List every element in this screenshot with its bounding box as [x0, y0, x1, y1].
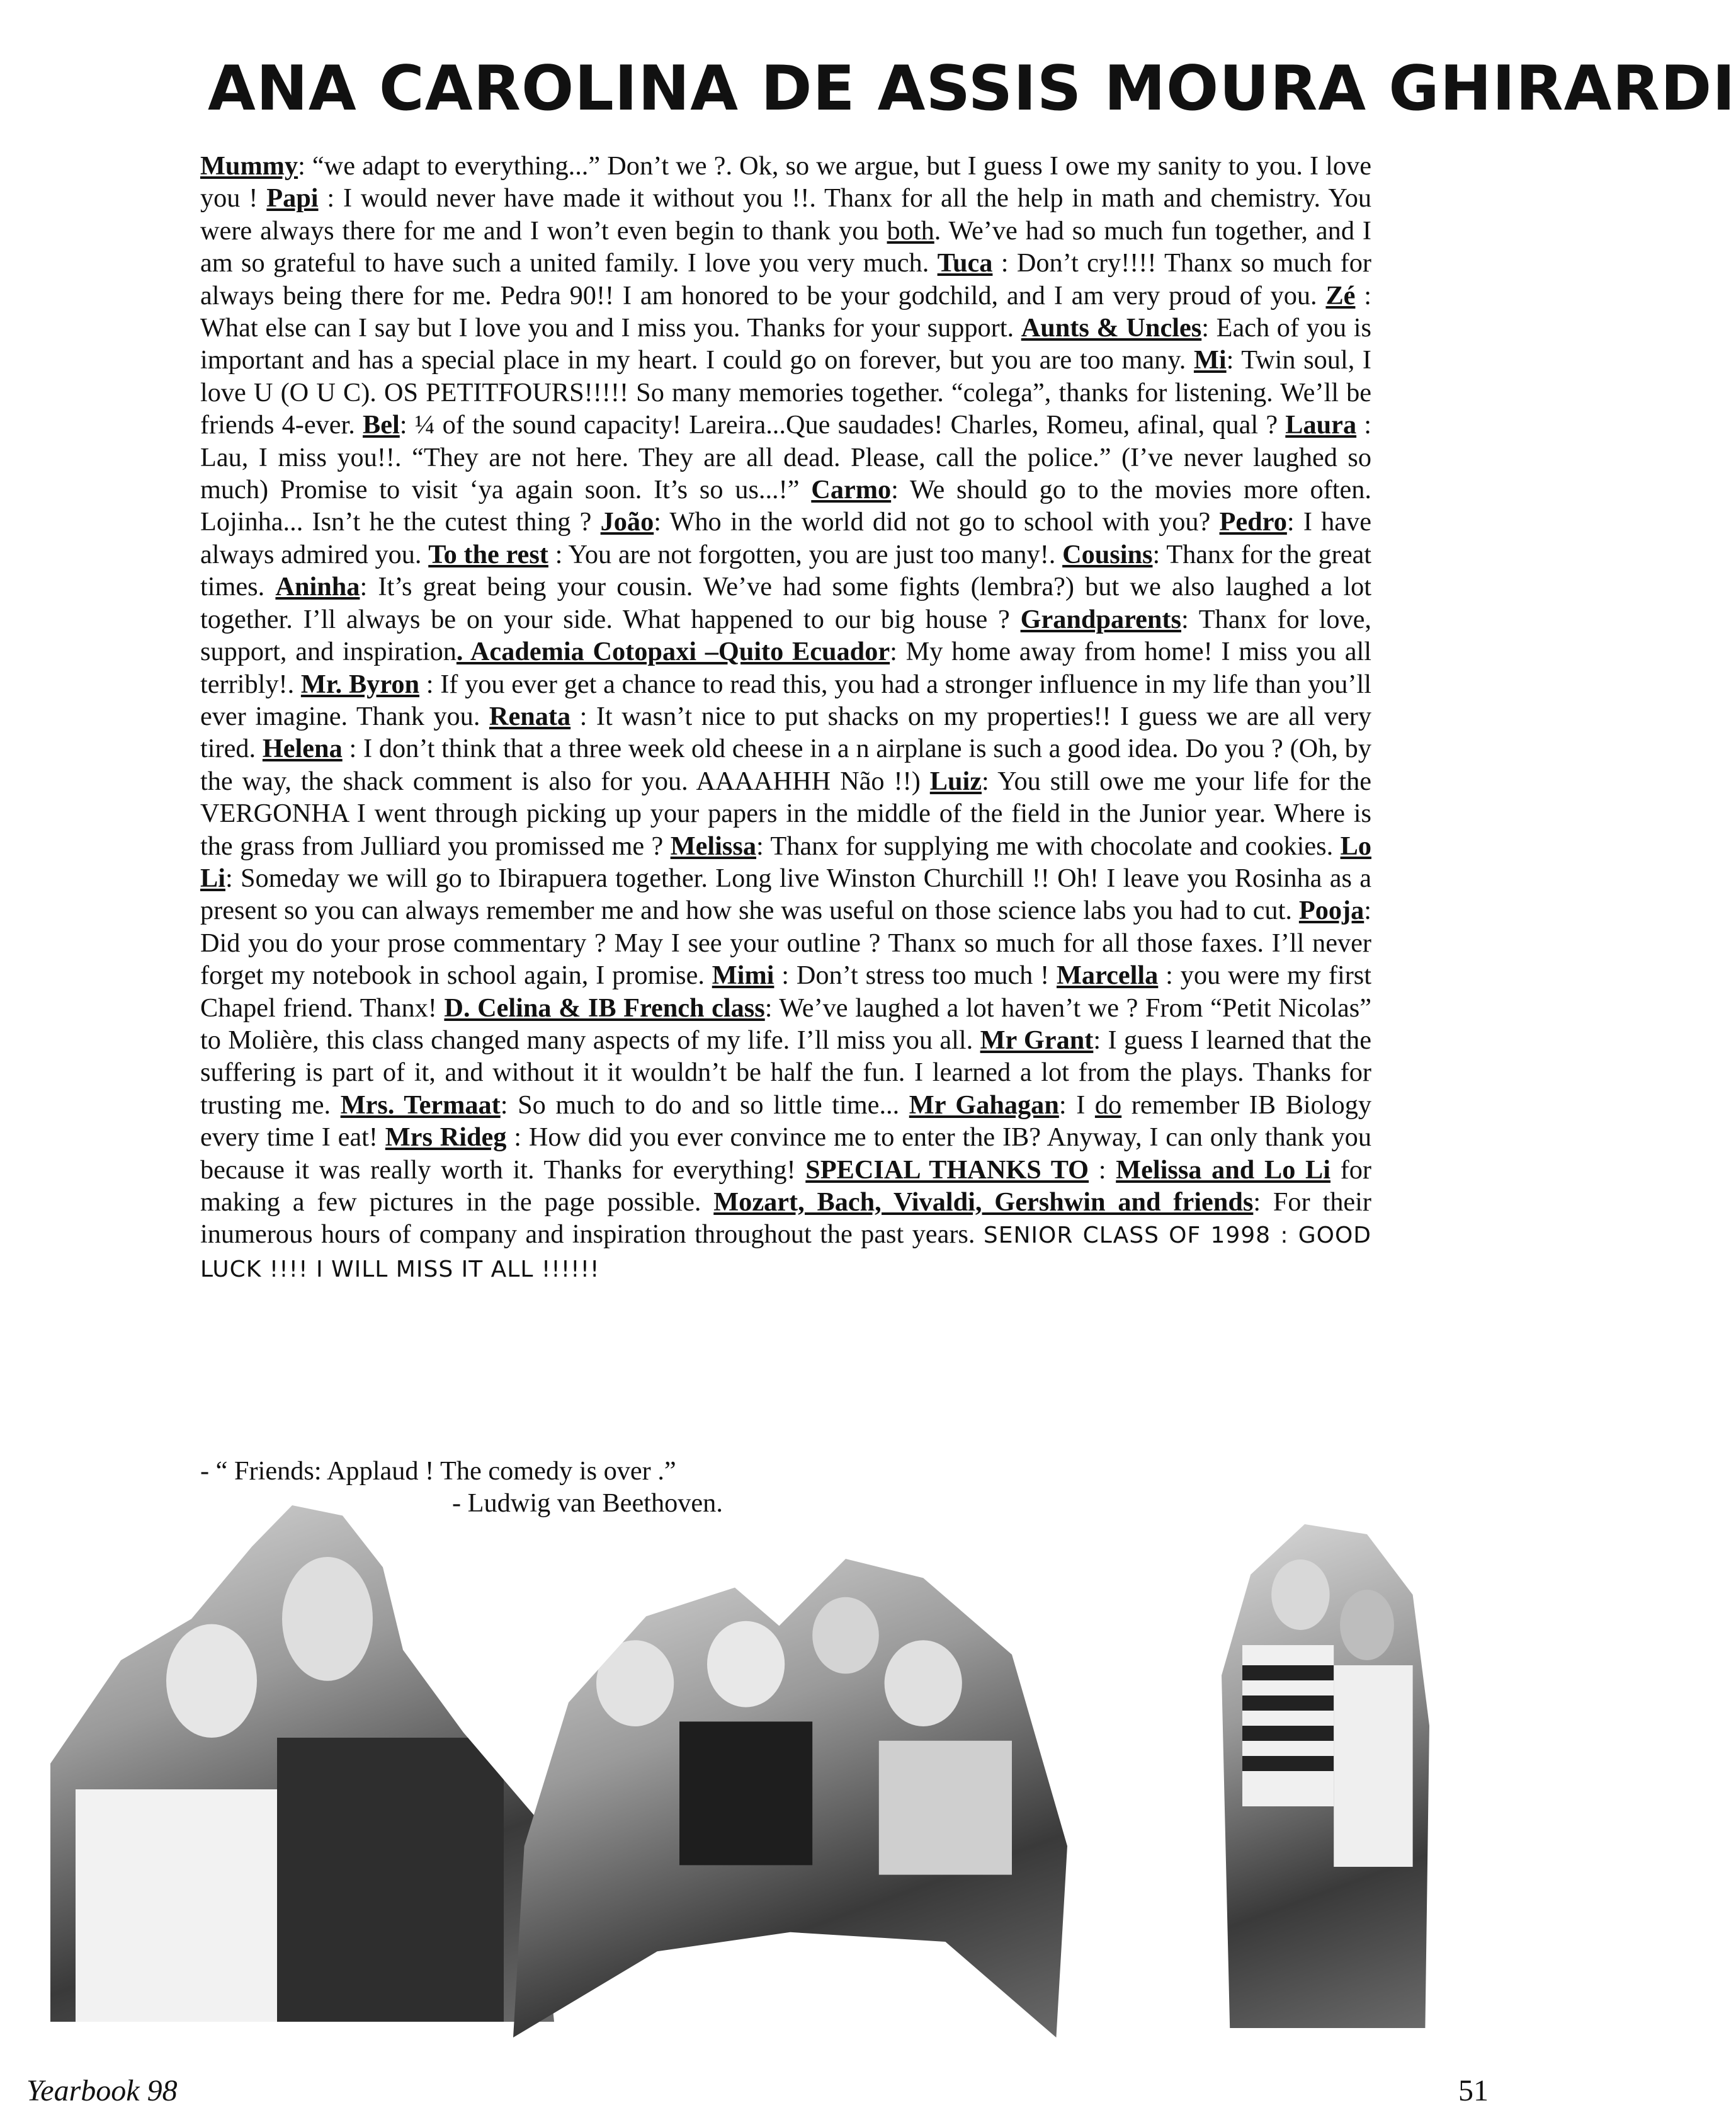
message-text: : Thanx for supplying me with chocolate and cookies.	[756, 831, 1341, 861]
recipient-name: Luiz	[929, 766, 982, 796]
message-text: : Did you do your prose commentary ? May I see your outline ? Thanx so much for all those faxes. I’ll never forget my notebook in school again, I promise.	[200, 896, 1371, 991]
quote-line: - “ Friends: Applaud ! The comedy is over .”	[200, 1456, 676, 1486]
recipient-name: Pooja	[1298, 896, 1364, 926]
message-text: : So much to do and so little time...	[500, 1090, 909, 1120]
closing-quote	[200, 1455, 1145, 1519]
recipient-name: Zé	[1325, 280, 1356, 311]
message-text: . We’ve had so much fun together, and I am so grateful to have such a united family. I love you very much.	[200, 215, 1371, 278]
message-text: : You are not forgotten, you are just too many!.	[548, 539, 1063, 569]
recipient-name: Mrs Rideg	[385, 1122, 507, 1153]
emphasis-text: do	[1094, 1090, 1122, 1120]
recipient-name: Bel	[363, 410, 400, 440]
message-text: : Lau, I miss you!!. “They are not here. They are all dead. Please, call the police.” (I’ve never laughed so much) Promise to visit ‘ya again soon. It’s so us...!”	[200, 410, 1372, 505]
recipient-name: Renata	[489, 701, 571, 731]
message-text: : I	[1058, 1090, 1095, 1120]
message-text: : I don’t think that a three week old cheese in a n airplane is such a good idea. Do you ? (Oh, by the way, the shack comment is also for you. AAAAHHH Não !!)	[200, 734, 1371, 796]
message-text: : Don’t cry!!!! Thanx so much for always being there for me. Pedra 90!! I am honored to be your godchild, and I am very proud of you.	[200, 248, 1371, 311]
message-text: : Who in the world did not go to school with you?	[654, 507, 1220, 537]
recipient-name: Grandparents	[1020, 604, 1181, 634]
recipient-name: Mrs. Termaat	[340, 1090, 501, 1120]
recipient-name: Aunts & Uncles	[1021, 313, 1202, 343]
recipient-name: João	[600, 507, 654, 537]
page-title: ANA CAROLINA DE ASSIS MOURA GHIRARDI	[208, 53, 1736, 125]
message-text: : Thanx for the great times.	[200, 539, 1371, 602]
message-text: : “we adapt to everything...” Don’t we ?. Ok, so we argue, but I guess I owe my sanity to you. I love you !	[200, 151, 1371, 214]
recipient-name: Melissa	[670, 831, 756, 861]
recipient-name: Marcella	[1057, 960, 1159, 991]
recipient-name: Melissa and Lo Li	[1116, 1154, 1330, 1185]
recipient-name: Cousins	[1062, 539, 1153, 569]
message-text: : you were my first Chapel friend. Thanx!	[200, 960, 1372, 1023]
recipient-name: Mummy	[200, 151, 298, 181]
photo-couple	[1222, 1524, 1429, 2028]
recipient-name: Mozart, Bach, Vivaldi, Gershwin and friends	[713, 1187, 1254, 1217]
recipient-name: Mr Grant	[980, 1025, 1094, 1055]
message-text: : I guess I learned that the suffering is part of it, and without it it wouldn’t be half the fun. I learned a lot from the plays. Thanks for trusting me.	[200, 1025, 1371, 1120]
message-text: : I have always admired you.	[200, 507, 1371, 569]
message-text: : For their inumerous hours of company and inspiration throughout the past years.	[200, 1187, 1372, 1250]
recipient-name: . Academia Cotopaxi –Quito Ecuador	[456, 637, 890, 667]
message-text: remember IB Biology every time I eat!	[200, 1090, 1372, 1153]
recipient-name: Mr. Byron	[300, 669, 420, 699]
message-text: : We should go to the movies more often. Lojinha... Isn’t he the cutest thing ?	[200, 475, 1371, 537]
message-text: :	[1089, 1154, 1116, 1185]
message-text: : I would never have made it without you !!. Thanx for all the help in math and chemistry. You were always there for me and I won’t even begin to thank you	[200, 183, 1371, 246]
message-text: : Don’t stress too much !	[774, 960, 1057, 991]
message-text: : If you ever get a chance to read this, you had a stronger influence in my life than you’ll ever imagine. Thank you.	[200, 669, 1371, 731]
recipient-name: Laura	[1285, 410, 1357, 440]
recipient-name: Pedro	[1219, 507, 1287, 537]
message-text: : It’s great being your cousin. We’ve had some fights (lembra?) but we also laughed a lot together. I’ll always be on your side. What happened to our big house ?	[200, 572, 1371, 634]
message-text: : Each of you is important and has a special place in my heart. I could go on forever, but you are too many.	[200, 313, 1371, 375]
message-text: : It wasn’t nice to put shacks on my properties!! I guess we are all very tired.	[200, 701, 1371, 764]
message-text: for making a few pictures in the page possible.	[200, 1154, 1371, 1217]
recipient-name: SPECIAL THANKS TO	[805, 1154, 1089, 1185]
message-text: : My home away from home! I miss you all terribly!.	[200, 637, 1371, 699]
recipient-name: Aninha	[275, 572, 360, 602]
footer-yearbook: Yearbook 98	[26, 2074, 178, 2107]
message-text: : You still owe me your life for the VERGONHA I went through picking up your papers in the middle of the field in the Junior year. Where is the grass from Julliard you promissed me ?	[200, 766, 1371, 861]
quote-attribution: - Ludwig van Beethoven.	[452, 1488, 723, 1518]
message-text: : Twin soul, I love U (O U C). OS PETITFOURS!!!!! So many memories together. “colega”, thanks for listening. We’ll be friends 4-ever.	[200, 345, 1371, 440]
page-number: 51	[1458, 2074, 1489, 2107]
photo-two-girls	[50, 1505, 554, 2022]
message-text: : Someday we will go to Ibirapuera together. Long live Winston Churchill !! Oh! I leave you Rosinha as a present so you can always remember me and how she was useful on those science labs you had to cut.	[200, 863, 1371, 926]
message-text: : How did you ever convince me to enter the IB? Anyway, I can only thank you because it was really worth it. Thanks for everything!	[200, 1122, 1371, 1185]
recipient-name: Mi	[1193, 345, 1227, 375]
recipient-name: Papi	[266, 183, 319, 214]
recipient-name: Mr Gahagan	[909, 1090, 1059, 1120]
recipient-name: Lo Li	[200, 831, 1371, 893]
senior-class-message: SENIOR CLASS OF 1998 : GOOD LUCK !!!! I WILL MISS IT ALL !!!!!!	[200, 1222, 1371, 1282]
emphasis-text: both	[887, 215, 934, 246]
message-text: : Thanx for love, support, and inspiration	[200, 604, 1371, 667]
recipient-name: Carmo	[811, 475, 892, 505]
message-text: : We’ve laughed a lot haven’t we ? From “Petit Nicolas” to Molière, this class changed many aspects of my life. I’ll miss you all.	[200, 993, 1371, 1055]
recipient-name: To the rest	[428, 539, 548, 569]
recipient-name: Helena	[262, 734, 343, 764]
recipient-name: D. Celina & IB French class	[444, 993, 765, 1023]
message-text: : What else can I say but I love you and I miss you. Thanks for your support.	[200, 280, 1371, 343]
recipient-name: Mimi	[712, 960, 774, 991]
message-text: : ¼ of the sound capacity! Lareira...Que saudades! Charles, Romeu, afinal, qual ?	[399, 410, 1286, 440]
photo-group-friends	[513, 1559, 1067, 2037]
dedication-text	[200, 150, 1371, 1285]
recipient-name: Tuca	[937, 248, 993, 278]
